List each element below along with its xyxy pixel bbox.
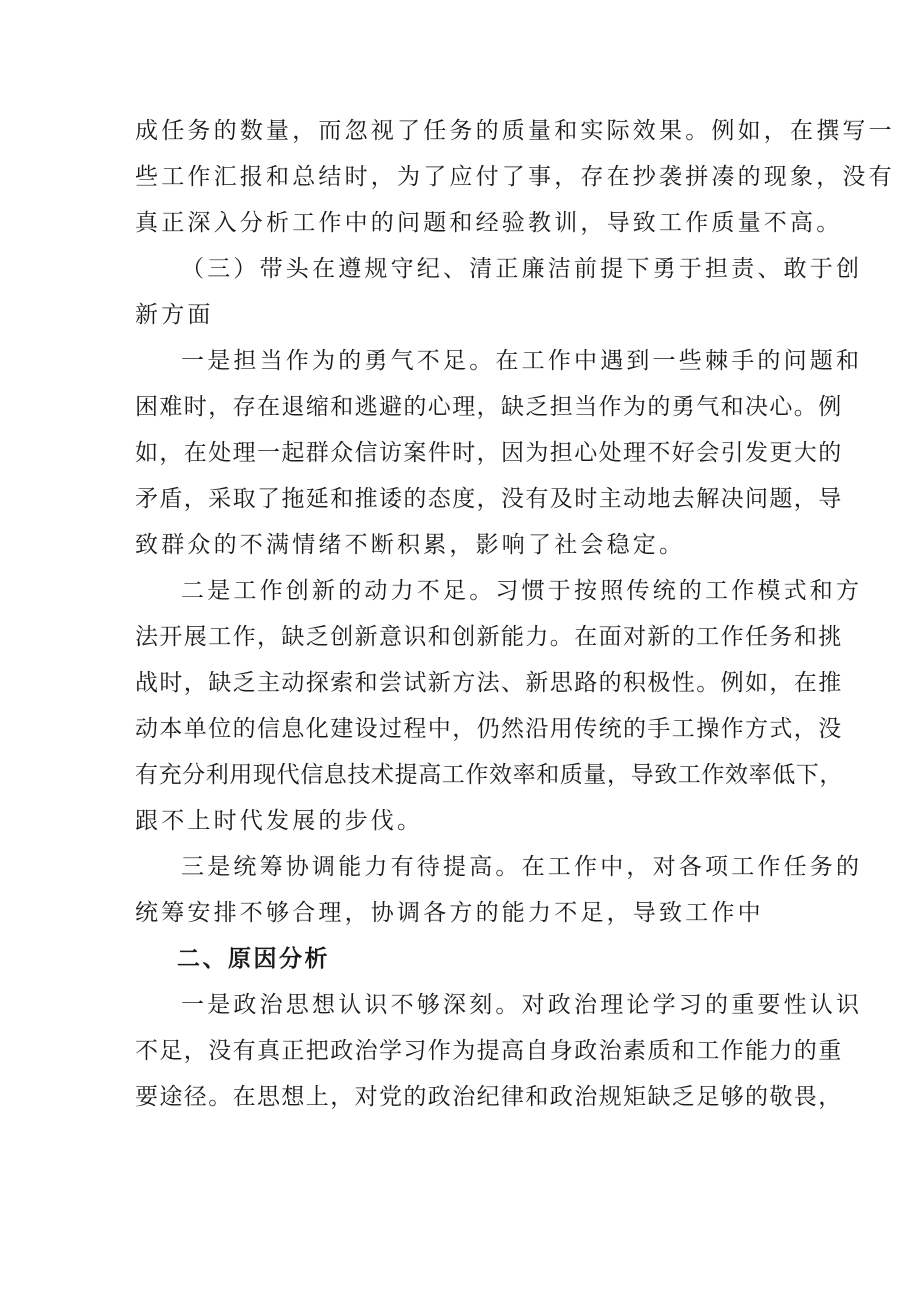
paragraph-line: 要途径。在思想上，对党的政治纪律和政治规矩缺乏足够的敬畏， [135, 1084, 843, 1110]
paragraph-line: 矛盾，采取了拖延和推诿的态度，没有及时主动地去解决问题，导 [135, 486, 843, 512]
paragraph-line: 二是工作创新的动力不足。习惯于按照传统的工作模式和方 [181, 578, 863, 604]
paragraph-line: 真正深入分析工作中的问题和经验教训，导致工作质量不高。 [135, 210, 843, 236]
paragraph-line: 动本单位的信息化建设过程中，仍然沿用传统的手工操作方式，没 [135, 716, 843, 742]
paragraph-line: 一是政治思想认识不够深刻。对政治理论学习的重要性认识 [181, 992, 863, 1018]
paragraph-line: 一是担当作为的勇气不足。在工作中遇到一些棘手的问题和 [181, 348, 863, 374]
section-heading-line: 新方面 [135, 302, 214, 328]
section-heading-line: （三）带头在遵规守纪、清正廉洁前提下勇于担责、敢于创 [181, 256, 863, 282]
paragraph-line: 跟不上时代发展的步伐。 [135, 808, 424, 834]
paragraph-line: 不足，没有真正把政治学习作为提高自身政治素质和工作能力的重 [135, 1038, 843, 1064]
paragraph-line: 如，在处理一起群众信访案件时，因为担心处理不好会引发更大的 [135, 440, 843, 466]
document-page [135, 108, 895, 1120]
paragraph-line: 成任务的数量，而忽视了任务的质量和实际效果。例如，在撰写一 [135, 118, 895, 144]
paragraph-line: 致群众的不满情绪不断积累，影响了社会稳定。 [135, 532, 686, 558]
paragraph-line: 困难时，存在退缩和逃避的心理，缺乏担当作为的勇气和决心。例 [135, 394, 843, 420]
paragraph-line: 些工作汇报和总结时，为了应付了事，存在抄袭拼凑的现象，没有 [135, 164, 895, 190]
paragraph-line: 统筹安排不够合理，协调各方的能力不足，导致工作中 [135, 900, 764, 926]
paragraph-line: 法开展工作，缺乏创新意识和创新能力。在面对新的工作任务和挑 [135, 624, 843, 650]
section-heading: 二、原因分析 [177, 946, 330, 972]
paragraph-line: 战时，缺乏主动探索和尝试新方法、新思路的积极性。例如，在推 [135, 670, 843, 696]
paragraph-line: 三是统筹协调能力有待提高。在工作中，对各项工作任务的 [181, 854, 863, 880]
paragraph-line: 有充分利用现代信息技术提高工作效率和质量，导致工作效率低下， [135, 762, 843, 788]
